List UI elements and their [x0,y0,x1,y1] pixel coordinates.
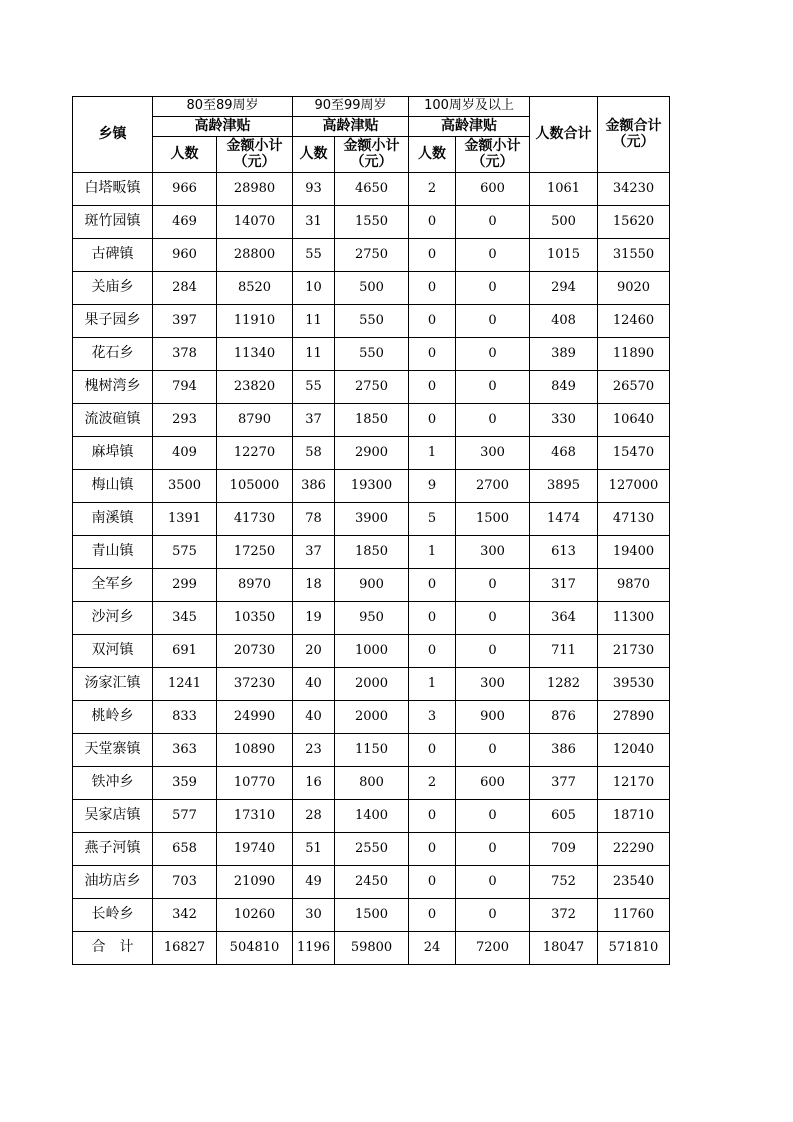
cell-people-80-89: 966 [153,173,217,206]
row-township: 白塔畈镇 [73,173,153,206]
cell-people-90-99: 78 [293,503,335,536]
cell-amount-80-89: 37230 [217,668,293,701]
row-township: 斑竹园镇 [73,206,153,239]
cell-people-80-89: 658 [153,833,217,866]
cell-total-amount: 23540 [598,866,670,899]
cell-people-80-89: 794 [153,371,217,404]
cell-people-90-99: 40 [293,668,335,701]
table-row [73,866,670,899]
cell-total-amount: 18710 [598,800,670,833]
table-row [73,899,670,932]
table-row [73,371,670,404]
cell-amount-100-plus: 0 [456,800,530,833]
total-amount-unit: （元） [612,133,655,150]
cell-people-80-89: 703 [153,866,217,899]
cell-people-80-89: 397 [153,305,217,338]
cell-people-100-plus: 1 [409,536,456,569]
cell-total-people: 330 [530,404,598,437]
cell-total-amount: 12460 [598,305,670,338]
cell-amount-80-89: 20730 [217,635,293,668]
cell-amount-100-plus: 0 [456,305,530,338]
cell-amount-80-89: 8520 [217,272,293,305]
cell-people-100-plus: 0 [409,635,456,668]
table-row [73,305,670,338]
cell-amount-100-plus: 0 [456,404,530,437]
cell-people-90-99: 55 [293,371,335,404]
cell-people-100-plus: 9 [409,470,456,503]
cell-total-people: 500 [530,206,598,239]
cell-amount-90-99: 550 [335,305,409,338]
table-row [73,602,670,635]
cell-amount-100-plus: 0 [456,899,530,932]
cell-amount-100-plus: 0 [456,371,530,404]
cell-amount-80-89: 17250 [217,536,293,569]
cell-total-people: 709 [530,833,598,866]
table-body [73,173,670,965]
cell-people-90-99: 23 [293,734,335,767]
cell-people-90-99: 58 [293,437,335,470]
cell-total-people: 372 [530,899,598,932]
cell-amount-100-plus: 1500 [456,503,530,536]
row-township: 铁冲乡 [73,767,153,800]
cell-amount-90-99: 4650 [335,173,409,206]
cell-amount-80-89: 10350 [217,602,293,635]
cell-amount-100-plus: 0 [456,569,530,602]
cell-amount-90-99: 500 [335,272,409,305]
cell-total-amount: 11300 [598,602,670,635]
header-amount-100-plus [456,137,530,173]
cell-people-80-89: 691 [153,635,217,668]
cell-people-90-99: 16 [293,767,335,800]
cell-amount-100-plus: 0 [456,206,530,239]
header-total-people: 人数合计 [530,97,598,173]
grand-total-people: 18047 [530,932,598,965]
cell-people-90-99: 51 [293,833,335,866]
cell-amount-80-89: 24990 [217,701,293,734]
cell-people-80-89: 3500 [153,470,217,503]
cell-amount-100-plus: 0 [456,635,530,668]
cell-people-80-89: 1241 [153,668,217,701]
cell-people-100-plus: 5 [409,503,456,536]
total-people-90-99: 1196 [293,932,335,965]
cell-amount-80-89: 28800 [217,239,293,272]
table-row [73,734,670,767]
cell-amount-90-99: 1400 [335,800,409,833]
cell-people-100-plus: 0 [409,800,456,833]
cell-amount-80-89: 41730 [217,503,293,536]
row-township: 流波碹镇 [73,404,153,437]
cell-amount-80-89: 105000 [217,470,293,503]
cell-people-80-89: 359 [153,767,217,800]
header-subsidy-80-89: 高龄津贴 [153,117,293,137]
cell-amount-90-99: 550 [335,338,409,371]
row-township: 梅山镇 [73,470,153,503]
cell-amount-100-plus: 2700 [456,470,530,503]
cell-amount-80-89: 12270 [217,437,293,470]
cell-people-80-89: 577 [153,800,217,833]
total-amount-80-89: 504810 [217,932,293,965]
cell-people-80-89: 293 [153,404,217,437]
cell-total-people: 377 [530,767,598,800]
amount-label: 金额小计 [226,138,283,155]
cell-amount-90-99: 2750 [335,371,409,404]
cell-total-people: 1474 [530,503,598,536]
cell-people-100-plus: 0 [409,239,456,272]
header-amount-80-89 [217,137,293,173]
table-row [73,800,670,833]
amount-label: 金额小计 [343,138,400,155]
cell-amount-80-89: 23820 [217,371,293,404]
cell-people-100-plus: 0 [409,305,456,338]
cell-people-80-89: 575 [153,536,217,569]
table-row [73,338,670,371]
cell-people-100-plus: 0 [409,866,456,899]
cell-amount-90-99: 2550 [335,833,409,866]
cell-people-100-plus: 0 [409,371,456,404]
amount-unit: （元） [233,153,276,170]
header-subsidy-90-99: 高龄津贴 [293,117,409,137]
cell-total-amount: 127000 [598,470,670,503]
cell-total-amount: 9020 [598,272,670,305]
row-township: 槐树湾乡 [73,371,153,404]
cell-total-amount: 47130 [598,503,670,536]
cell-people-100-plus: 0 [409,404,456,437]
amount-unit: （元） [471,153,514,170]
cell-amount-100-plus: 600 [456,767,530,800]
cell-amount-100-plus: 0 [456,602,530,635]
cell-total-amount: 26570 [598,371,670,404]
cell-amount-90-99: 800 [335,767,409,800]
table-row [73,470,670,503]
row-township: 关庙乡 [73,272,153,305]
header-group-100-plus: 100周岁及以上 [409,97,530,117]
cell-amount-90-99: 1150 [335,734,409,767]
table-row [73,701,670,734]
cell-people-90-99: 28 [293,800,335,833]
cell-people-100-plus: 0 [409,338,456,371]
cell-total-people: 3895 [530,470,598,503]
cell-amount-90-99: 3900 [335,503,409,536]
table-row [73,503,670,536]
table-row [73,668,670,701]
cell-amount-100-plus: 0 [456,239,530,272]
cell-amount-80-89: 10770 [217,767,293,800]
cell-people-100-plus: 2 [409,173,456,206]
cell-people-100-plus: 1 [409,668,456,701]
cell-total-people: 1282 [530,668,598,701]
row-township: 桃岭乡 [73,701,153,734]
cell-total-amount: 22290 [598,833,670,866]
cell-people-80-89: 960 [153,239,217,272]
cell-people-100-plus: 0 [409,602,456,635]
header-people-90-99: 人数 [293,137,335,173]
cell-people-80-89: 284 [153,272,217,305]
cell-total-amount: 12170 [598,767,670,800]
cell-total-people: 613 [530,536,598,569]
cell-amount-80-89: 8790 [217,404,293,437]
cell-people-100-plus: 3 [409,701,456,734]
cell-total-people: 1015 [530,239,598,272]
row-township: 吴家店镇 [73,800,153,833]
cell-amount-80-89: 11340 [217,338,293,371]
row-township: 麻埠镇 [73,437,153,470]
row-township: 双河镇 [73,635,153,668]
cell-amount-80-89: 17310 [217,800,293,833]
cell-total-people: 317 [530,569,598,602]
cell-people-90-99: 55 [293,239,335,272]
cell-people-80-89: 299 [153,569,217,602]
header-amount-90-99 [335,137,409,173]
cell-people-80-89: 342 [153,899,217,932]
table-row [73,239,670,272]
cell-people-80-89: 1391 [153,503,217,536]
cell-amount-100-plus: 600 [456,173,530,206]
cell-people-80-89: 363 [153,734,217,767]
cell-amount-80-89: 14070 [217,206,293,239]
cell-amount-80-89: 19740 [217,833,293,866]
cell-people-100-plus: 1 [409,437,456,470]
cell-total-amount: 31550 [598,239,670,272]
cell-people-90-99: 19 [293,602,335,635]
cell-amount-100-plus: 300 [456,668,530,701]
cell-total-amount: 10640 [598,404,670,437]
total-amount-90-99: 59800 [335,932,409,965]
cell-amount-90-99: 1850 [335,404,409,437]
row-township: 南溪镇 [73,503,153,536]
cell-people-90-99: 93 [293,173,335,206]
cell-amount-90-99: 2750 [335,239,409,272]
cell-amount-90-99: 2450 [335,866,409,899]
cell-amount-90-99: 1500 [335,899,409,932]
row-township: 古碑镇 [73,239,153,272]
cell-people-90-99: 10 [293,272,335,305]
row-township: 花石乡 [73,338,153,371]
cell-amount-90-99: 2000 [335,668,409,701]
amount-label: 金额小计 [464,138,521,155]
cell-total-people: 1061 [530,173,598,206]
cell-amount-90-99: 950 [335,602,409,635]
cell-total-amount: 27890 [598,701,670,734]
table-row [73,404,670,437]
header-total-amount [598,97,670,173]
cell-people-90-99: 11 [293,338,335,371]
cell-total-people: 752 [530,866,598,899]
cell-amount-90-99: 19300 [335,470,409,503]
cell-people-90-99: 20 [293,635,335,668]
cell-amount-100-plus: 0 [456,833,530,866]
table-row [73,833,670,866]
cell-amount-90-99: 1550 [335,206,409,239]
total-people-80-89: 16827 [153,932,217,965]
header-people-100-plus: 人数 [409,137,456,173]
cell-total-amount: 15620 [598,206,670,239]
cell-people-90-99: 37 [293,404,335,437]
cell-people-80-89: 469 [153,206,217,239]
row-township: 长岭乡 [73,899,153,932]
cell-amount-100-plus: 0 [456,866,530,899]
cell-total-people: 386 [530,734,598,767]
row-township: 燕子河镇 [73,833,153,866]
row-township: 汤家汇镇 [73,668,153,701]
table-header [73,97,670,173]
row-township: 沙河乡 [73,602,153,635]
cell-amount-90-99: 900 [335,569,409,602]
cell-total-people: 408 [530,305,598,338]
header-group-90-99: 90至99周岁 [293,97,409,117]
cell-total-people: 389 [530,338,598,371]
total-row [73,932,670,965]
table-row [73,206,670,239]
header-township: 乡镇 [73,97,153,173]
cell-total-amount: 39530 [598,668,670,701]
cell-total-amount: 12040 [598,734,670,767]
row-township: 全军乡 [73,569,153,602]
cell-people-90-99: 11 [293,305,335,338]
cell-people-90-99: 18 [293,569,335,602]
table-row [73,437,670,470]
header-people-80-89: 人数 [153,137,217,173]
cell-total-amount: 19400 [598,536,670,569]
cell-people-90-99: 37 [293,536,335,569]
cell-people-100-plus: 0 [409,734,456,767]
cell-total-people: 876 [530,701,598,734]
cell-amount-80-89: 10260 [217,899,293,932]
cell-people-100-plus: 0 [409,206,456,239]
cell-total-people: 605 [530,800,598,833]
header-subsidy-100-plus: 高龄津贴 [409,117,530,137]
cell-amount-80-89: 10890 [217,734,293,767]
cell-amount-100-plus: 0 [456,734,530,767]
cell-total-people: 711 [530,635,598,668]
cell-people-90-99: 40 [293,701,335,734]
cell-people-90-99: 386 [293,470,335,503]
row-township: 青山镇 [73,536,153,569]
cell-people-80-89: 833 [153,701,217,734]
amount-unit: （元） [350,153,393,170]
cell-amount-90-99: 1850 [335,536,409,569]
row-township: 果子园乡 [73,305,153,338]
cell-total-amount: 11890 [598,338,670,371]
header-group-80-89: 80至89周岁 [153,97,293,117]
cell-people-100-plus: 0 [409,899,456,932]
table-row [73,767,670,800]
cell-people-90-99: 49 [293,866,335,899]
cell-total-people: 294 [530,272,598,305]
grand-total-amount: 571810 [598,932,670,965]
cell-amount-100-plus: 300 [456,536,530,569]
row-township: 油坊店乡 [73,866,153,899]
cell-total-people: 849 [530,371,598,404]
cell-amount-100-plus: 900 [456,701,530,734]
table-row [73,173,670,206]
cell-total-amount: 21730 [598,635,670,668]
subsidy-table [72,96,670,965]
cell-amount-80-89: 21090 [217,866,293,899]
cell-amount-100-plus: 0 [456,338,530,371]
cell-amount-90-99: 1000 [335,635,409,668]
cell-amount-80-89: 11910 [217,305,293,338]
cell-amount-100-plus: 300 [456,437,530,470]
table-row [73,635,670,668]
cell-total-people: 468 [530,437,598,470]
total-amount-label: 金额合计 [605,118,662,135]
cell-total-amount: 9870 [598,569,670,602]
table-row [73,272,670,305]
cell-people-80-89: 345 [153,602,217,635]
cell-total-amount: 15470 [598,437,670,470]
total-amount-100-plus: 7200 [456,932,530,965]
cell-people-80-89: 409 [153,437,217,470]
cell-total-amount: 11760 [598,899,670,932]
total-people-100-plus: 24 [409,932,456,965]
cell-amount-90-99: 2900 [335,437,409,470]
cell-people-80-89: 378 [153,338,217,371]
cell-total-amount: 34230 [598,173,670,206]
cell-amount-90-99: 2000 [335,701,409,734]
cell-people-90-99: 31 [293,206,335,239]
cell-amount-80-89: 28980 [217,173,293,206]
cell-people-100-plus: 0 [409,569,456,602]
table-row [73,569,670,602]
cell-people-100-plus: 0 [409,272,456,305]
cell-people-100-plus: 0 [409,833,456,866]
cell-amount-80-89: 8970 [217,569,293,602]
table-row [73,536,670,569]
cell-people-100-plus: 2 [409,767,456,800]
row-township: 天堂寨镇 [73,734,153,767]
total-label: 合 计 [73,932,153,965]
cell-people-90-99: 30 [293,899,335,932]
cell-total-people: 364 [530,602,598,635]
cell-amount-100-plus: 0 [456,272,530,305]
